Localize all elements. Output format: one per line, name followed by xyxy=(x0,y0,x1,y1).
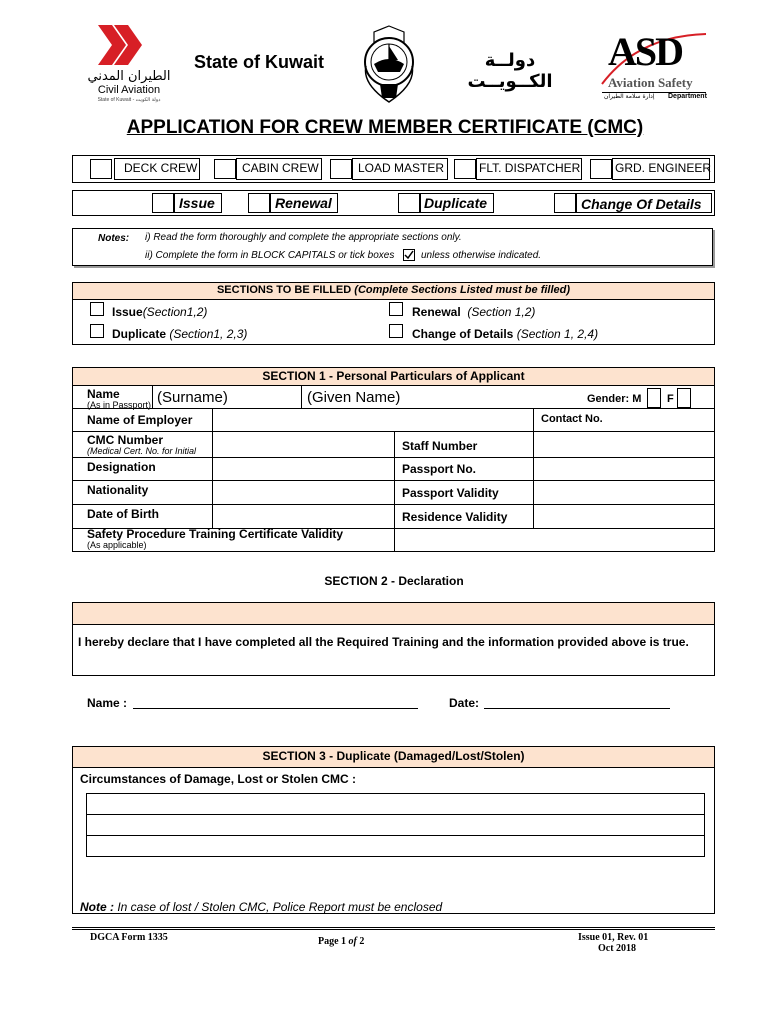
duplicate-sections-checkbox[interactable] xyxy=(90,324,104,338)
asd-dept-en: Department xyxy=(668,93,707,100)
renewal-checkbox[interactable] xyxy=(248,193,270,213)
kuwait-emblem-icon xyxy=(352,22,426,104)
employer-label: Name of Employer xyxy=(87,413,193,427)
grd-engineer-label: GRD. ENGINEER xyxy=(615,161,712,175)
civil-aviation-en: Civil Aviation xyxy=(97,84,161,96)
renewal-sections-text xyxy=(412,305,535,319)
section2-header xyxy=(73,603,714,625)
form-number: DGCA Form 1335 xyxy=(90,932,168,943)
notes-label: Notes: xyxy=(98,233,130,244)
issue-checkbox[interactable] xyxy=(152,193,174,213)
staff-number-label: Staff Number xyxy=(402,439,478,453)
cabin-crew-checkbox[interactable] xyxy=(214,159,236,179)
change-of-details-checkbox[interactable] xyxy=(554,193,576,213)
change-sections-text xyxy=(412,327,598,341)
flt-dispatcher-checkbox[interactable] xyxy=(454,159,476,179)
employer-field[interactable] xyxy=(213,409,533,430)
passport-no-label: Passport No. xyxy=(402,462,477,476)
footer-rule-2 xyxy=(72,929,715,930)
cmc-number-label: CMC Number xyxy=(87,433,164,447)
renewal-sections-list: (Section 1,2) xyxy=(467,305,536,319)
gender-f-label: F xyxy=(667,393,674,405)
circumstances-line-1 xyxy=(86,814,705,815)
load-master-checkbox[interactable] xyxy=(330,159,352,179)
s1-name-divider xyxy=(152,385,153,408)
sections-subtitle: (Complete Sections Listed must be filled) xyxy=(354,284,571,296)
renewal-label: Renewal xyxy=(275,195,332,211)
passport-no-field[interactable] xyxy=(534,458,714,479)
gender-f-checkbox[interactable] xyxy=(677,388,691,408)
sections-title-text: SECTIONS TO BE FILLED xyxy=(216,284,352,296)
circumstances-label: Circumstances of Damage, Lost or Stolen CMC : xyxy=(80,772,357,786)
decl-date-label: Date: xyxy=(449,696,480,710)
deck-crew-label: DECK CREW xyxy=(124,161,198,175)
page-current: 1 xyxy=(341,936,347,947)
designation-label: Designation xyxy=(87,460,156,474)
state-title-ar: دولــة الكــويــت xyxy=(467,50,553,92)
civil-aviation-sub: State of Kuwait - دولة الكويت xyxy=(97,97,161,103)
name-label: Name xyxy=(87,387,120,401)
issue-sections-checkbox[interactable] xyxy=(90,302,104,316)
deck-crew-checkbox[interactable] xyxy=(90,159,112,179)
civil-aviation-ar: الطيران المدني xyxy=(87,69,171,84)
dob-label: Date of Birth xyxy=(87,507,159,521)
renewal-sections-checkbox[interactable] xyxy=(389,302,403,316)
name-sub: (As in Passport) xyxy=(87,400,152,410)
asd-logo-text: ASD xyxy=(608,29,683,74)
residence-validity-label: Residence Validity xyxy=(402,510,508,524)
safety-sub: (As applicable) xyxy=(87,540,147,550)
civil-aviation-chevron-icon xyxy=(98,25,144,65)
note-label: Note : xyxy=(80,900,114,914)
s1-surname-divider xyxy=(301,385,302,408)
issue-sections-text xyxy=(112,305,207,319)
change-of-details-label: Change Of Details xyxy=(581,196,702,212)
section3-title: SECTION 3 - Duplicate (Damaged/Lost/Stolen) xyxy=(262,749,525,763)
cabin-crew-label: CABIN CREW xyxy=(242,161,319,175)
renewal-sections-label: Renewal xyxy=(412,305,461,319)
cmc-number-field[interactable] xyxy=(213,432,393,456)
decl-date-input[interactable] xyxy=(484,708,670,709)
kuwait-emblem xyxy=(352,22,426,104)
change-sections-label: Change of Details xyxy=(412,327,514,341)
dob-field[interactable] xyxy=(213,505,393,527)
section3-note xyxy=(80,900,442,914)
notes-line1: i) Read the form thoroughly and complete the appropriate sections only. xyxy=(145,232,462,243)
section1-title: SECTION 1 - Personal Particulars of Applicant xyxy=(262,369,525,383)
change-sections-list: (Section 1, 2,4) xyxy=(516,327,599,341)
decl-name-label: Name : xyxy=(87,696,128,710)
contact-label: Contact No. xyxy=(541,413,603,425)
page-number xyxy=(318,936,364,947)
note-text: In case of lost / Stolen CMC, Police Report must be enclosed xyxy=(117,900,443,914)
asd-name: Aviation Safety xyxy=(608,75,693,90)
safety-field[interactable] xyxy=(395,529,714,551)
issue-sections-list: (Section1,2) xyxy=(142,305,208,319)
asd-dept-ar: إدارة سلامة الطيران xyxy=(604,93,655,100)
decl-name-input[interactable] xyxy=(133,708,418,709)
page-total: 2 xyxy=(359,936,365,947)
circumstances-line-2 xyxy=(86,835,705,836)
state-title-en: State of Kuwait xyxy=(194,52,325,72)
duplicate-sections-list: (Section1, 2,3) xyxy=(169,327,248,341)
duplicate-sections-label: Duplicate xyxy=(112,327,167,341)
duplicate-sections-text xyxy=(112,327,247,341)
passport-validity-label: Passport Validity xyxy=(402,486,499,500)
surname-field[interactable]: (Surname) xyxy=(157,389,228,406)
circumstances-field[interactable] xyxy=(86,793,705,857)
nationality-field[interactable] xyxy=(213,481,393,503)
safety-label: Safety Procedure Training Certificate Validity xyxy=(87,527,344,541)
duplicate-checkbox[interactable] xyxy=(398,193,420,213)
nationality-label: Nationality xyxy=(87,483,149,497)
given-name-field[interactable]: (Given Name) xyxy=(307,389,401,406)
notes-line2b: unless otherwise indicated. xyxy=(421,250,542,261)
grd-engineer-checkbox[interactable] xyxy=(590,159,612,179)
checked-box-icon xyxy=(403,249,415,261)
duplicate-label: Duplicate xyxy=(424,195,488,211)
gender-label: Gender: M xyxy=(587,393,642,405)
residence-validity-field[interactable] xyxy=(534,505,714,527)
page-title: APPLICATION FOR CREW MEMBER CERTIFICATE (CMC) xyxy=(126,117,644,138)
notes-line2a: ii) Complete the form in BLOCK CAPITALS or tick boxes xyxy=(145,250,395,261)
change-sections-checkbox[interactable] xyxy=(389,324,403,338)
civil-aviation-logo xyxy=(84,25,174,105)
issue-label: Issue xyxy=(179,195,215,211)
page-label: Page xyxy=(318,936,339,947)
passport-validity-field[interactable] xyxy=(534,481,714,503)
page-of: of xyxy=(348,936,357,947)
sections-title xyxy=(73,284,714,296)
issue-date: Oct 2018 xyxy=(598,943,637,954)
staff-number-field[interactable] xyxy=(534,432,714,456)
cmc-number-sub: (Medical Cert. No. for Initial xyxy=(87,446,197,456)
issue-sections-label: Issue xyxy=(112,305,143,319)
flt-dispatcher-label: FLT. DISPATCHER xyxy=(479,161,581,175)
declaration-text: I hereby declare that I have completed all the Required Training and the information provided above is true. xyxy=(78,635,689,649)
issue-revision: Issue 01, Rev. 01 xyxy=(578,932,649,943)
footer-rule-1 xyxy=(72,927,715,928)
section2-title: SECTION 2 - Declaration xyxy=(324,574,464,588)
asd-logo xyxy=(598,26,708,104)
load-master-label: LOAD MASTER xyxy=(358,161,445,175)
gender-m-checkbox[interactable] xyxy=(647,388,661,408)
designation-field[interactable] xyxy=(213,458,393,479)
